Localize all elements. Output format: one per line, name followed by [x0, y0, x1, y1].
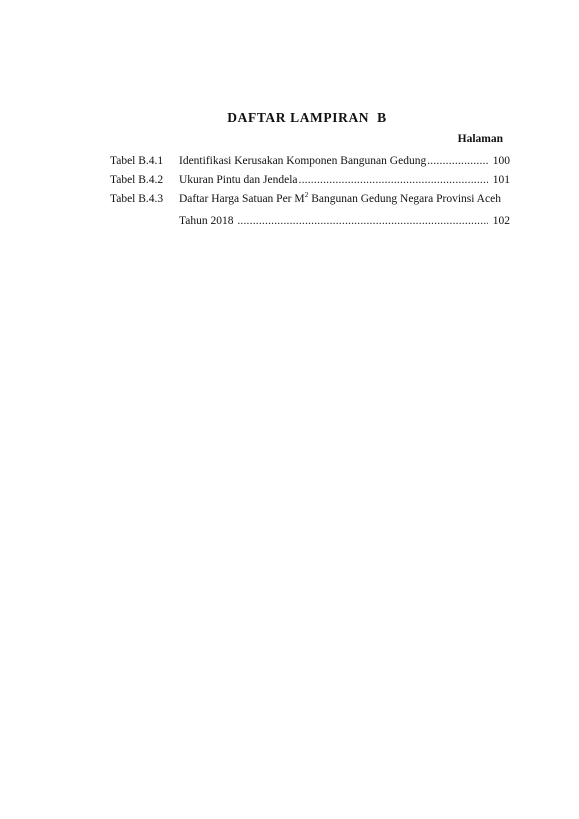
appendix-list: [110, 152, 510, 231]
list-item: [110, 171, 510, 190]
entry-title: Identifikasi Kerusakan Komponen Bangunan Gedung: [179, 155, 427, 167]
entry-title-continued: Tahun 2018: [179, 215, 237, 227]
superscript: 2: [304, 190, 309, 199]
entry-code: Tabel B.4.2: [110, 174, 164, 186]
entry-page-number: 100: [492, 155, 510, 167]
page-title: DAFTAR LAMPIRAN B: [227, 110, 387, 125]
dot-leader: [237, 212, 488, 231]
entry-title: Ukuran Pintu dan Jendela: [179, 174, 298, 186]
list-item: [110, 152, 510, 171]
entry-page-number: 102: [492, 215, 510, 227]
entry-title: Daftar Harga Satuan Per $M^2$ Bangunan Gedung Negara Provinsi Aceh: [179, 190, 501, 205]
entry-code: Tabel B.4.1: [110, 155, 164, 167]
dot-leader: [299, 171, 489, 190]
dot-leader: [427, 152, 488, 171]
entry-page-number: 101: [492, 174, 510, 186]
page-column-header: Halaman: [457, 133, 503, 145]
entry-code: Tabel B.4.3: [110, 193, 164, 205]
list-item: [110, 190, 510, 231]
